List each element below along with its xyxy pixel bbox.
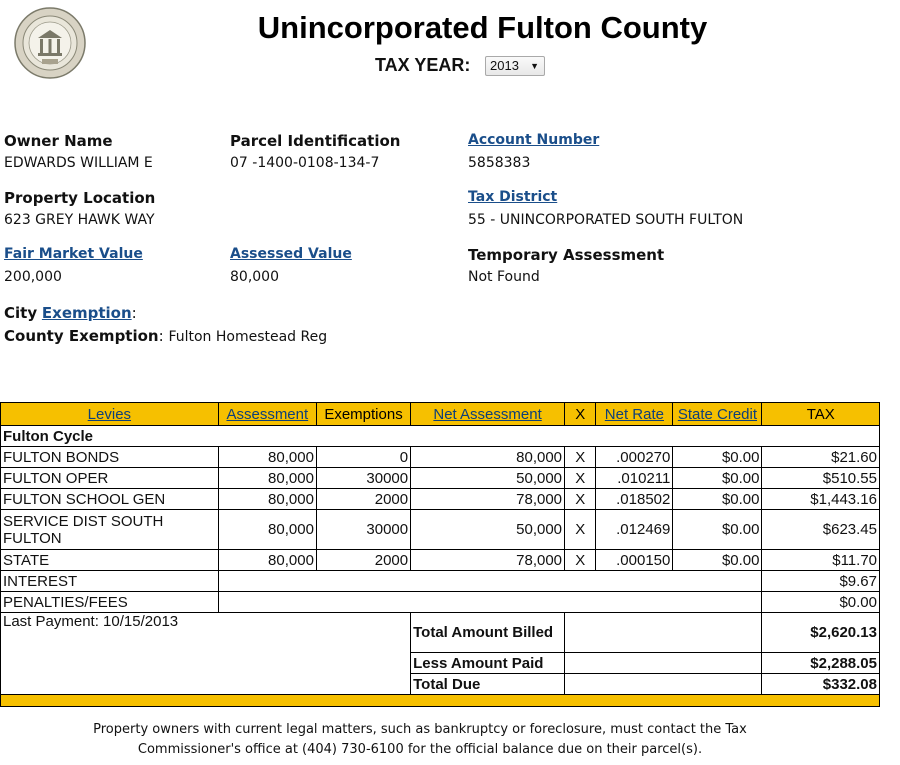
table-row bbox=[1, 550, 880, 571]
tax-district-link[interactable]: Tax District bbox=[468, 189, 558, 205]
exemption-link[interactable]: Exemption bbox=[41, 304, 132, 322]
levy-x: X bbox=[565, 550, 596, 571]
levy-x: X bbox=[565, 447, 596, 468]
header-state-credit[interactable]: State Credit bbox=[673, 403, 762, 426]
header-assessment[interactable]: Assessment bbox=[218, 403, 316, 426]
parcel-id: 07 -1400-0108-134-7 bbox=[230, 155, 380, 171]
account-number-link[interactable]: Account Number bbox=[468, 132, 600, 148]
county-exemption-row: County Exemption: Fulton Homestead Reg bbox=[4, 327, 328, 345]
tax-year-value: 2013 bbox=[490, 58, 519, 73]
levy-net-assessment: 80,000 bbox=[411, 447, 565, 468]
footer-bar-cell bbox=[1, 695, 880, 707]
county-exemption-value: Fulton Homestead Reg bbox=[168, 329, 328, 345]
less-paid-spacer bbox=[565, 653, 762, 674]
interest-row bbox=[1, 571, 880, 592]
city-label: City bbox=[4, 304, 38, 322]
levy-net-rate: .010211 bbox=[596, 468, 673, 489]
levy-tax: $1,443.16 bbox=[762, 489, 880, 510]
levy-name: STATE bbox=[1, 550, 219, 571]
levy-state-credit: $0.00 bbox=[673, 510, 762, 550]
levy-assessment: 80,000 bbox=[218, 550, 316, 571]
levy-assessment: 80,000 bbox=[218, 468, 316, 489]
levy-x: X bbox=[565, 510, 596, 550]
penalties-value: $0.00 bbox=[762, 592, 880, 613]
interest-spacer bbox=[218, 571, 762, 592]
levy-name: SERVICE DIST SOUTH FULTON bbox=[1, 510, 219, 550]
city-exemption-row: City Exemption: bbox=[4, 304, 137, 322]
table-header-row bbox=[1, 403, 880, 426]
legal-notice bbox=[30, 720, 810, 760]
total-billed-spacer bbox=[565, 613, 762, 653]
levy-state-credit: $0.00 bbox=[673, 550, 762, 571]
table-row bbox=[1, 489, 880, 510]
levy-net-assessment: 50,000 bbox=[411, 510, 565, 550]
total-billed-row bbox=[1, 613, 880, 653]
interest-label: INTEREST bbox=[1, 571, 219, 592]
levy-tax: $11.70 bbox=[762, 550, 880, 571]
levy-net-rate: .000270 bbox=[596, 447, 673, 468]
levy-net-rate: .012469 bbox=[596, 510, 673, 550]
penalties-label: PENALTIES/FEES bbox=[1, 592, 219, 613]
header-net-rate[interactable]: Net Rate bbox=[596, 403, 673, 426]
county-exemption-label: County Exemption bbox=[4, 327, 159, 345]
last-payment: Last Payment: 10/15/2013 bbox=[1, 613, 411, 695]
assessed-value-link[interactable]: Assessed Value bbox=[230, 246, 352, 262]
penalties-spacer bbox=[218, 592, 762, 613]
levy-name: FULTON SCHOOL GEN bbox=[1, 489, 219, 510]
assessed-value: 80,000 bbox=[230, 269, 279, 285]
levy-net-assessment: 78,000 bbox=[411, 489, 565, 510]
header-x: X bbox=[565, 403, 596, 426]
levy-tax: $510.55 bbox=[762, 468, 880, 489]
levy-exemptions: 30000 bbox=[316, 468, 410, 489]
penalties-row bbox=[1, 592, 880, 613]
cycle-label: Fulton Cycle bbox=[1, 426, 880, 447]
total-billed-value: $2,620.13 bbox=[762, 613, 880, 653]
owner-name: EDWARDS WILLIAM E bbox=[4, 155, 153, 171]
levy-net-assessment: 78,000 bbox=[411, 550, 565, 571]
levy-tax: $21.60 bbox=[762, 447, 880, 468]
header-levies[interactable]: Levies bbox=[1, 403, 219, 426]
levy-assessment: 80,000 bbox=[218, 510, 316, 550]
owner-name-label: Owner Name bbox=[4, 132, 113, 150]
levy-state-credit: $0.00 bbox=[673, 468, 762, 489]
levy-net-rate: .018502 bbox=[596, 489, 673, 510]
total-due-spacer bbox=[565, 674, 762, 695]
account-number: 5858383 bbox=[468, 155, 531, 171]
levy-assessment: 80,000 bbox=[218, 489, 316, 510]
tax-district: 55 - UNINCORPORATED SOUTH FULTON bbox=[468, 212, 744, 228]
property-location: 623 GREY HAWK WAY bbox=[4, 212, 155, 228]
less-paid-value: $2,288.05 bbox=[762, 653, 880, 674]
levy-net-assessment: 50,000 bbox=[411, 468, 565, 489]
fair-market-value-link[interactable]: Fair Market Value bbox=[4, 246, 143, 262]
temporary-assessment-label: Temporary Assessment bbox=[468, 246, 665, 264]
levy-assessment: 80,000 bbox=[218, 447, 316, 468]
parcel-label: Parcel Identification bbox=[230, 132, 401, 150]
header-tax: TAX bbox=[762, 403, 880, 426]
levy-exemptions: 2000 bbox=[316, 550, 410, 571]
interest-value: $9.67 bbox=[762, 571, 880, 592]
total-due-value: $332.08 bbox=[762, 674, 880, 695]
legal-notice-line1: Property owners with current legal matters, such as bankruptcy or foreclosure, must contact the Tax bbox=[93, 722, 747, 737]
header-exemptions: Exemptions bbox=[316, 403, 410, 426]
total-billed-label: Total Amount Billed bbox=[411, 613, 565, 653]
levy-name: FULTON OPER bbox=[1, 468, 219, 489]
levy-table bbox=[0, 402, 880, 707]
less-paid-label: Less Amount Paid bbox=[411, 653, 565, 674]
levy-x: X bbox=[565, 489, 596, 510]
levy-name: FULTON BONDS bbox=[1, 447, 219, 468]
total-due-label: Total Due bbox=[411, 674, 565, 695]
page-title: Unincorporated Fulton County bbox=[257, 10, 708, 45]
levy-net-rate: .000150 bbox=[596, 550, 673, 571]
levy-exemptions: 0 bbox=[316, 447, 410, 468]
tax-year-label: TAX YEAR: bbox=[375, 55, 471, 75]
chevron-down-icon: ▼ bbox=[530, 61, 539, 71]
levy-state-credit: $0.00 bbox=[673, 489, 762, 510]
fair-market-value: 200,000 bbox=[4, 269, 62, 285]
tax-year-select[interactable] bbox=[485, 56, 545, 76]
table-row bbox=[1, 447, 880, 468]
legal-notice-line2: Commissioner's office at (404) 730-6100 for the official balance due on their parcel(s). bbox=[137, 742, 703, 757]
levy-state-credit: $0.00 bbox=[673, 447, 762, 468]
levy-x: X bbox=[565, 468, 596, 489]
header-net-assessment[interactable]: Net Assessment bbox=[411, 403, 565, 426]
levy-exemptions: 2000 bbox=[316, 489, 410, 510]
levy-tax: $623.45 bbox=[762, 510, 880, 550]
table-row bbox=[1, 468, 880, 489]
cycle-row bbox=[1, 426, 880, 447]
property-location-label: Property Location bbox=[4, 189, 156, 207]
table-footer-bar bbox=[1, 695, 880, 707]
table-row bbox=[1, 510, 880, 550]
levy-exemptions: 30000 bbox=[316, 510, 410, 550]
temporary-assessment-value: Not Found bbox=[468, 269, 540, 285]
